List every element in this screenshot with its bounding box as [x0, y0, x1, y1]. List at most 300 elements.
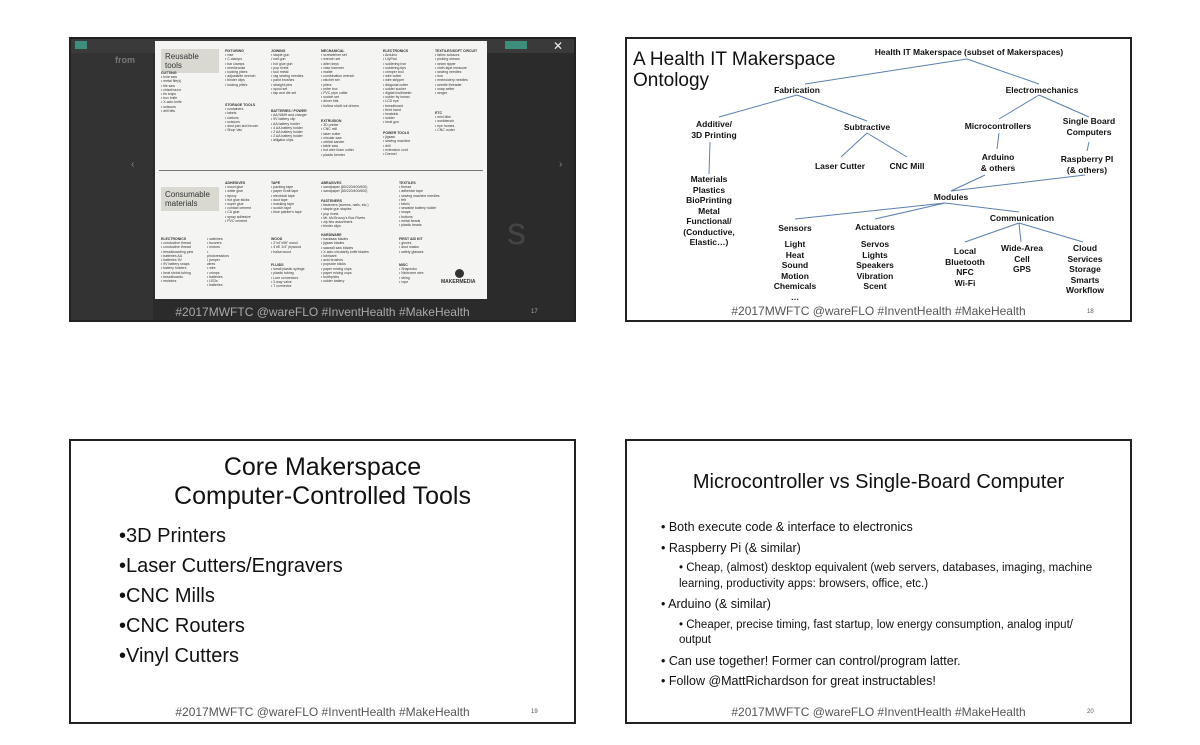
cheatsheet-column	[321, 199, 377, 228]
cheatsheet-column	[161, 237, 197, 283]
cheatsheet-item: • ratchet set	[321, 78, 340, 83]
cheatsheet-item: • heat shrink tubing	[161, 270, 191, 275]
cheatsheet-heading: JOINING	[271, 49, 286, 53]
cheatsheet-item: • containers	[225, 107, 244, 112]
connector-line	[1087, 142, 1089, 151]
cheatsheet-item: • rope	[399, 279, 409, 284]
cheatsheet-item: • blue painter's tape	[271, 210, 302, 215]
connector-line	[867, 133, 907, 157]
cheatsheet-item: • toothpicks	[321, 275, 339, 280]
cheatsheet-item: • AA NiMH and charger	[271, 113, 307, 118]
list-item: •CNC Routers	[119, 615, 245, 637]
cheatsheet-column	[435, 111, 483, 132]
node-actuators-list: Servos Lights Speakers Vibration Scent	[856, 239, 894, 291]
cheatsheet-heading: TEXTILES/SOFT CIRCUIT	[435, 49, 478, 53]
cheatsheet-item: • rag sewing needles	[271, 74, 304, 79]
cheatsheet-item: • socket set	[321, 95, 339, 100]
slide-hashtags: #2017MWFTC @wareFLO #InventHealth #MakeHealth	[175, 305, 470, 319]
cheatsheet-heading: STORAGE TOOLS	[225, 103, 256, 107]
cheatsheet-item: • PVC pipe cutter	[321, 91, 348, 96]
cheatsheet-item: • 2 AA battery holder	[271, 130, 303, 135]
cheatsheet-item: • 9V battery snaps	[161, 262, 190, 267]
node-sensors-list: Light Heat Sound Motion Chemicals …	[773, 239, 817, 302]
cheatsheet-item: • crimps	[207, 270, 220, 275]
cheatsheet-item: • paper mixing cups	[321, 266, 352, 271]
cheatsheet-item: • wire	[207, 266, 216, 271]
cheatsheet-item: • straight pins	[271, 82, 293, 87]
cheatsheet-item: • breadboarding pins	[161, 249, 194, 254]
cheatsheet-column	[225, 181, 267, 223]
cheatsheet-item: • electrical tape	[271, 193, 295, 198]
cheatsheet-heading: ELECTRONICS	[383, 49, 409, 53]
node-electromechanics: Electromechanics	[1005, 85, 1079, 95]
cheatsheet-item: • Luer connectors	[271, 275, 299, 280]
cheatsheet-column	[383, 49, 431, 125]
cheatsheet-item: • CNC router	[435, 127, 455, 132]
cheatsheet-item: • small plastic syringe	[271, 267, 305, 272]
bullet-list	[661, 520, 1101, 695]
cheatsheet-item: • pop rivets	[321, 211, 339, 216]
list-item: •Laser Cutters/Engravers	[119, 555, 343, 577]
list-item: • Cheap, (almost) desktop equivalent (web servers, databases, imaging, machine learning, productivity apps: browsers, office, etc.)	[679, 562, 1093, 590]
node-wide-area: Wide-Area Cell GPS	[1001, 243, 1043, 274]
cheatsheet-item: • PVC cement	[225, 218, 247, 223]
cheatsheet-item: • LCD eye	[383, 99, 399, 104]
connector-line	[805, 59, 967, 84]
reusable-tools-label: Reusable tools	[161, 49, 219, 73]
cheatsheet-column	[399, 263, 441, 284]
cheatsheet-item: • scissors	[161, 104, 176, 109]
cheatsheet-item: • lubricant	[321, 254, 337, 259]
cheatsheet-item: • dust pan and broom	[225, 124, 259, 129]
cheatsheet-item: • embroidery needles	[435, 78, 468, 83]
connector-line	[1019, 223, 1083, 242]
cheatsheet-item: • battery holders	[161, 266, 187, 271]
cheatsheet-item: • C-clamps	[225, 57, 242, 62]
cheatsheet-heading: MECHANICAL	[321, 49, 345, 53]
cheatsheet-item: • scotch tape	[271, 206, 292, 211]
cheatsheet-item: • sewing machine	[383, 139, 411, 144]
cheatsheet-item: • 2"x4"x96" wood	[271, 241, 298, 246]
cheatsheet-item: • paper Kraft tape	[271, 189, 299, 194]
cheatsheet-item: • staple gun staples	[321, 207, 352, 212]
cheatsheet-item: • tool metal	[271, 70, 289, 75]
cheatsheet-item: • workbench	[435, 119, 455, 124]
connector-line	[967, 59, 1039, 84]
cheatsheet-item: • 9V battery clip	[271, 117, 296, 122]
cheatsheet-column	[271, 49, 313, 95]
cheatsheet-item: • binder clips	[225, 78, 245, 83]
cheatsheet-item: • sewing needles	[435, 70, 462, 75]
cheatsheet-item: • buttons	[399, 214, 413, 219]
cheatsheet-item: • dust masks	[399, 245, 419, 250]
cheatsheet-item: • hot glue sticks	[225, 197, 250, 202]
slide-number: 20	[1087, 709, 1094, 715]
cheatsheet-item: • Nichrome wire	[399, 271, 424, 276]
cheatsheet-item: • vise	[225, 53, 234, 58]
cheatsheet-item: • soldering iron	[383, 61, 407, 66]
cheatsheet-item: • jumper wires	[207, 258, 220, 267]
cheatsheet-item: • eye homes	[435, 123, 455, 128]
next-arrow-icon[interactable]: ›	[559, 159, 563, 170]
cheatsheet-item: • needle threader	[435, 82, 462, 87]
cheatsheet-item: • 4 AA battery holder	[271, 125, 303, 130]
cheatsheet-item: • acid brushes	[321, 258, 344, 263]
cheatsheet-item: • zip ties assortment	[321, 220, 353, 225]
cheatsheet-item: • safety glasses	[399, 249, 424, 254]
cheatsheet-column	[271, 181, 315, 215]
cheatsheet-item: • epoxy	[225, 193, 237, 198]
cheatsheet-item: • sawzall saw blades	[321, 245, 354, 250]
cheatsheet-item: • solder battery	[321, 279, 345, 284]
cheatsheet-item: • tap and die set	[271, 91, 297, 96]
cheatsheet-heading: ABRASIVES	[321, 181, 342, 185]
cheatsheet-item: • motors	[207, 245, 220, 250]
slide-title-line: Ontology	[633, 70, 710, 91]
node-actuators: Actuators	[855, 222, 895, 232]
slide-title-line: Core Makerspace	[223, 453, 422, 481]
connector-line	[999, 95, 1039, 119]
cheatsheet-item: • cartons	[225, 115, 239, 120]
cheatsheet-item: • mini bike	[435, 115, 452, 120]
cheatsheet-item: • sandpaper (80/220/400/600)	[321, 189, 368, 194]
slide-number: 18	[1087, 309, 1094, 315]
cheatsheet-item: • X-acto circularity knife blades	[321, 249, 369, 254]
cheatsheet-heading: EXTRUSION	[321, 119, 342, 123]
cheatsheet-item: • scissors	[225, 119, 240, 124]
cheatsheet-heading: TAPE	[271, 181, 281, 185]
cheatsheet-item: • chisel/razor	[161, 87, 182, 92]
cheatsheet-item: • hacksaw blades	[321, 237, 349, 242]
cheatsheet-item: • screwdriver set	[321, 53, 347, 58]
cheatsheet-item: • snaps	[399, 210, 411, 215]
cheatsheet-item: • diagonal cutter	[383, 82, 409, 87]
background-text: from	[115, 55, 135, 65]
cheatsheet-item: • breadboards	[161, 274, 183, 279]
cheatsheet-item: • paint brushes	[271, 78, 295, 83]
cheatsheet-item: • contact cement	[225, 206, 251, 211]
slide-microcontroller-vs-sbc[interactable]	[625, 439, 1132, 724]
cheatsheet-item: • solder by inmax	[383, 95, 410, 100]
node-local: Local Bluetooth NFC Wi-Fi	[945, 246, 985, 288]
cheatsheet-column	[399, 181, 447, 227]
cheatsheet-heading: ADHESIVES	[225, 181, 246, 185]
cheatsheet-item: • duct tape	[271, 197, 288, 202]
cheatsheet-item: • tin snips	[161, 92, 177, 97]
list-item: • Can use together! Former can control/program latter.	[661, 653, 961, 668]
cheatsheet-item: • fasteners (screws, nails, etc.)	[321, 203, 369, 208]
list-item: • Raspberry Pi (& similar)	[661, 540, 801, 555]
makermedia-logo: MAKERMEDIA	[441, 279, 476, 285]
slide-hashtags: #2017MWFTC @wareFLO #InventHealth #MakeHealth	[175, 705, 470, 719]
cheatsheet-heading: TEXTILES	[399, 181, 416, 185]
slide-title-line: Computer-Controlled Tools	[174, 482, 471, 510]
cheatsheet-item: • X-acto knife	[161, 100, 182, 105]
connector-line	[841, 133, 867, 157]
close-icon[interactable]: ✕	[553, 39, 564, 53]
cheatsheet-item: • thread	[399, 185, 412, 190]
cheatsheet-column	[383, 131, 431, 156]
cheatsheet-item: • LilyPad	[383, 57, 397, 62]
cheatsheet-item: • circular saw	[321, 135, 342, 140]
cheatsheet-item: • Shapeoko	[399, 267, 417, 272]
connector-line	[875, 203, 945, 219]
node-additive: Additive/ 3D Printing	[691, 119, 737, 140]
previous-arrow-icon[interactable]: ‹	[131, 159, 135, 170]
cheatsheet-item: • fabric scissors	[435, 53, 460, 58]
cheatsheet-item: • AA battery holder	[271, 121, 300, 126]
cheatsheet-column	[321, 233, 377, 283]
cheatsheet-item: • 4'x8' 1/4" plywood	[271, 245, 302, 250]
cheatsheet-item: • locking pliers	[225, 82, 248, 87]
connector-line	[719, 95, 797, 117]
node-root: Health IT Makerspace (subset of Makerspaces)	[874, 47, 1064, 57]
list-item: •3D Printers	[119, 525, 227, 547]
cheatsheet-item: • third hand	[383, 107, 401, 112]
cheatsheet-item: • hot glue gun	[271, 61, 293, 66]
cheatsheet-item: • T connector	[271, 284, 292, 289]
cheatsheet-item: • soldering tips	[383, 65, 406, 70]
cheatsheet-item: • heat gun	[383, 120, 399, 125]
cheatsheet-heading: ELECTRONICS	[161, 237, 187, 241]
cheatsheet-item: • laser cutter	[321, 131, 341, 136]
cheatsheet-item: • alligator clips	[271, 138, 294, 143]
cheatsheet-item: • batteries 9V	[161, 258, 182, 263]
connector-line	[945, 203, 1019, 212]
slide-hashtags: #2017MWFTC @wareFLO #InventHealth #MakeHealth	[731, 705, 1026, 719]
cheatsheet-item: • pop rivets	[271, 65, 289, 70]
node-laser-cutter: Laser Cutter	[814, 161, 866, 171]
cheatsheet-item: • batteries	[207, 283, 223, 288]
cheatsheet-item: • crimper tool	[383, 70, 404, 75]
cheatsheet-item: • solder	[383, 116, 395, 121]
slide-title-line: A Health IT Makerspace	[633, 49, 836, 70]
cheatsheet-column	[321, 119, 373, 157]
cheatsheet-item: • metal file(s)	[161, 79, 182, 84]
connector-line	[709, 142, 710, 174]
list-item: • Cheaper, precise timing, fast startup, low energy consumption, analog input/ output	[679, 618, 1073, 646]
cheatsheet-item: • seam ripper	[435, 61, 456, 66]
cheatsheet-item: • labels	[225, 111, 237, 116]
node-single-board-computers: Single Board Computers	[1062, 116, 1116, 137]
cheatsheet-item: • Dremel	[383, 152, 397, 157]
cheatsheet-heading: HARDWARE	[321, 233, 342, 237]
cheatsheet-item: • adhesive tape	[399, 189, 423, 194]
slide-hashtags: #2017MWFTC @wareFLO #InventHealth #MakeHealth	[731, 304, 1026, 318]
cheatsheet-item: • CNC mill	[321, 127, 338, 132]
cheatsheet-item: • needlenose	[225, 65, 246, 70]
cheatsheet-item: • LEDs	[207, 279, 218, 284]
cheatsheet-item: • felt	[399, 197, 406, 202]
node-microcontrollers: Microcontrollers	[964, 121, 1032, 131]
cheatsheet-item: • batteries AA	[161, 253, 183, 258]
node-materials: Materials Plastics BioPrinting Metal Functional/ (Conductive, Elastic…)	[683, 174, 735, 247]
cheatsheet-item: • conductive thread	[161, 245, 191, 250]
cheatsheet-item: • CA glue	[225, 210, 240, 215]
slide-number: 19	[531, 709, 538, 715]
consumable-materials-label: Consumable materials	[161, 187, 219, 211]
cheatsheet-heading: FIRST AID KIT	[399, 237, 423, 241]
cheatsheet-item: • 3D printer	[321, 123, 339, 128]
cheatsheet-item: • jigsaw blades	[321, 241, 345, 246]
cheatsheet-item: • plastic bender	[321, 152, 345, 157]
cheatsheet-item: • box knife	[161, 96, 178, 101]
cheatsheet-item: • super glue	[225, 202, 244, 207]
cheatsheet-column	[321, 49, 373, 108]
node-cloud: Cloud Services Storage Smarts Workflow	[1065, 243, 1105, 295]
connector-line	[965, 223, 1019, 242]
cheatsheet-item: • orbital sander	[321, 140, 345, 145]
cheatsheet-heading: POWER TOOLS	[383, 131, 410, 135]
cheatsheet-item: • allen keys	[321, 61, 339, 66]
cheatsheet-item: • batteries	[207, 274, 223, 279]
cheatsheet-item: • table saw	[321, 144, 338, 149]
cheatsheet-item: • nail gun	[271, 57, 286, 62]
cheatsheet-item: • driver bits	[321, 99, 339, 104]
cheatsheet-item: • staple gun	[271, 53, 290, 58]
node-communication: Communication	[989, 213, 1055, 223]
list-item: • Follow @MattRichardson for great instructables!	[661, 674, 936, 688]
cheatsheet-item: • jigsaw	[383, 135, 395, 140]
cheatsheet-item: • wire stripper	[383, 78, 405, 83]
cheatsheet-item: • snap setter	[435, 86, 455, 91]
node-cnc-mill: CNC Mill	[889, 161, 925, 171]
list-item: • Both execute code & interface to electronics	[661, 520, 913, 534]
cheatsheet-item: • string	[399, 275, 410, 280]
cheatsheet-item: • pliers	[321, 82, 332, 87]
tools-list	[119, 521, 343, 671]
cheatsheet-item: • metal beads	[399, 218, 421, 223]
cheatsheet-item: • mallet	[321, 70, 333, 75]
cheatsheet-item: • sewable battery holder	[399, 206, 437, 211]
cheatsheet-item: • hole saw	[161, 75, 178, 80]
cheatsheet-item: • tile saw	[161, 83, 175, 88]
background-button	[75, 41, 87, 49]
cheatsheet-item: • mitre box	[321, 86, 338, 91]
cheatsheet-item: • breadboard	[383, 103, 404, 108]
list-item: • Arduino (& similar)	[661, 597, 771, 611]
cheatsheet-item: • serger	[435, 91, 448, 96]
cheatsheet-item: • wrench set	[321, 57, 341, 62]
cheatsheet-item: • paper mixing cups	[321, 270, 352, 275]
connector-line	[997, 133, 999, 149]
cheatsheet-column	[225, 103, 269, 132]
slide-ontology[interactable]	[625, 37, 1132, 322]
cheatsheet-column	[271, 109, 319, 143]
cheatsheet-item: • packing tape	[271, 185, 294, 190]
cheatsheet-item: • popsicle sticks	[321, 262, 346, 267]
connector-line	[1019, 223, 1021, 242]
cheatsheet-item: • hot wire foam cutter	[321, 148, 354, 153]
cheatsheet-item: • balsa wood	[271, 249, 291, 254]
cheatsheet-heading: BATTERIES / POWER	[271, 109, 307, 113]
slide-title: Microcontroller vs Single-Board Computer	[692, 471, 1065, 493]
cheatsheet-item: • wire cutter	[383, 74, 402, 79]
connector-line	[951, 175, 1085, 191]
cheatsheet-item: • bar clamps	[225, 61, 245, 66]
connector-line	[1039, 95, 1089, 117]
cheatsheet-item: • Arduino	[383, 53, 398, 58]
background-button	[505, 41, 527, 49]
node-fabrication: Fabrication	[774, 85, 820, 95]
cheatsheet-item: • iron	[435, 74, 444, 79]
cheatsheet-item: • 2-way valve	[271, 279, 292, 284]
cheatsheet-item: • switches	[207, 237, 223, 241]
cheatsheet-column	[271, 237, 313, 254]
cheatsheet-column	[271, 263, 315, 288]
node-arduino: Arduino & others	[980, 152, 1016, 173]
cheatsheet-item: • sewing machine needles	[399, 193, 440, 198]
cheatsheet-item: • solder sucker	[383, 86, 407, 91]
connector-line	[795, 203, 945, 219]
cheatsheet-heading: FLUIDS	[271, 263, 284, 267]
cheatsheet-item: • combination wrench	[321, 74, 355, 79]
cheatsheet-item: • spray adhesive	[225, 214, 251, 219]
cheatsheet-item: • conductive thread	[161, 241, 191, 246]
cheatsheet-item: • masking tape	[271, 202, 295, 207]
cheatsheet-column	[321, 181, 373, 194]
background-panel	[71, 53, 153, 320]
cheatsheet-item: • photoresistors	[207, 249, 229, 258]
cheatsheet-item: • spool set	[271, 86, 288, 91]
cheatsheet-column	[207, 237, 229, 287]
connector-line	[797, 95, 867, 121]
cheatsheet-item: • resistors	[161, 279, 177, 284]
cheatsheet-item: • Mr. McGroovy's Box Rivets	[321, 215, 366, 220]
cheatsheet-item: • extension cord	[383, 147, 408, 152]
list-item: •Vinyl Cutters	[119, 645, 240, 667]
cheatsheet-heading: WOOD	[271, 237, 283, 241]
cheatsheet-column	[399, 237, 441, 254]
background-letter: s	[507, 211, 526, 253]
tools-cheatsheet	[155, 41, 487, 299]
cheatsheet-heading: ETC	[435, 111, 442, 115]
slide-number: 17	[531, 309, 538, 315]
cheatsheet-item: • gloves	[399, 241, 412, 246]
cheatsheet-item: • drill bits	[161, 108, 176, 113]
cheatsheet-column	[161, 71, 205, 113]
cheatsheet-item: • buzzers	[207, 241, 222, 246]
node-sensors: Sensors	[778, 223, 812, 233]
cheatsheet-heading: MISC	[399, 263, 408, 267]
cheatsheet-item: • pinking shears	[435, 57, 460, 62]
cheatsheet-item: • sandpaper (80/220/400/600)	[321, 185, 368, 190]
cheatsheet-item: • plastic beads	[399, 223, 422, 228]
section-divider	[159, 170, 483, 171]
makermedia-logo-icon	[455, 269, 464, 278]
cheatsheet-item: • fabric	[399, 202, 410, 207]
list-item: •CNC Mills	[119, 585, 215, 607]
slide-makerspace-cheatsheet[interactable]	[69, 37, 576, 322]
slide-core-tools[interactable]	[69, 439, 576, 724]
cheatsheet-item: • hollow shaft nut drivers	[321, 103, 359, 108]
cheatsheet-item: • claw hammer	[321, 65, 345, 70]
cheatsheet-item: • wood glue	[225, 185, 244, 190]
node-subtractive: Subtractive	[843, 122, 891, 132]
cheatsheet-heading: CUTTING	[161, 71, 177, 75]
cheatsheet-item: • cloth tape measure	[435, 65, 467, 70]
cheatsheet-item: • locking pliers	[225, 70, 248, 75]
cheatsheet-item: • heatsink	[383, 112, 399, 117]
cheatsheet-heading: FASTENERS	[321, 199, 343, 203]
slide-title	[71, 453, 574, 511]
node-modules: Modules	[933, 192, 969, 202]
cheatsheet-item: • 2 AA battery holder	[271, 134, 303, 139]
cheatsheet-column	[435, 49, 483, 95]
node-raspberry-pi: Raspberry PI (& others)	[1060, 154, 1114, 175]
cheatsheet-item: • Shop Vac	[225, 128, 243, 133]
cheatsheet-column	[225, 49, 265, 87]
